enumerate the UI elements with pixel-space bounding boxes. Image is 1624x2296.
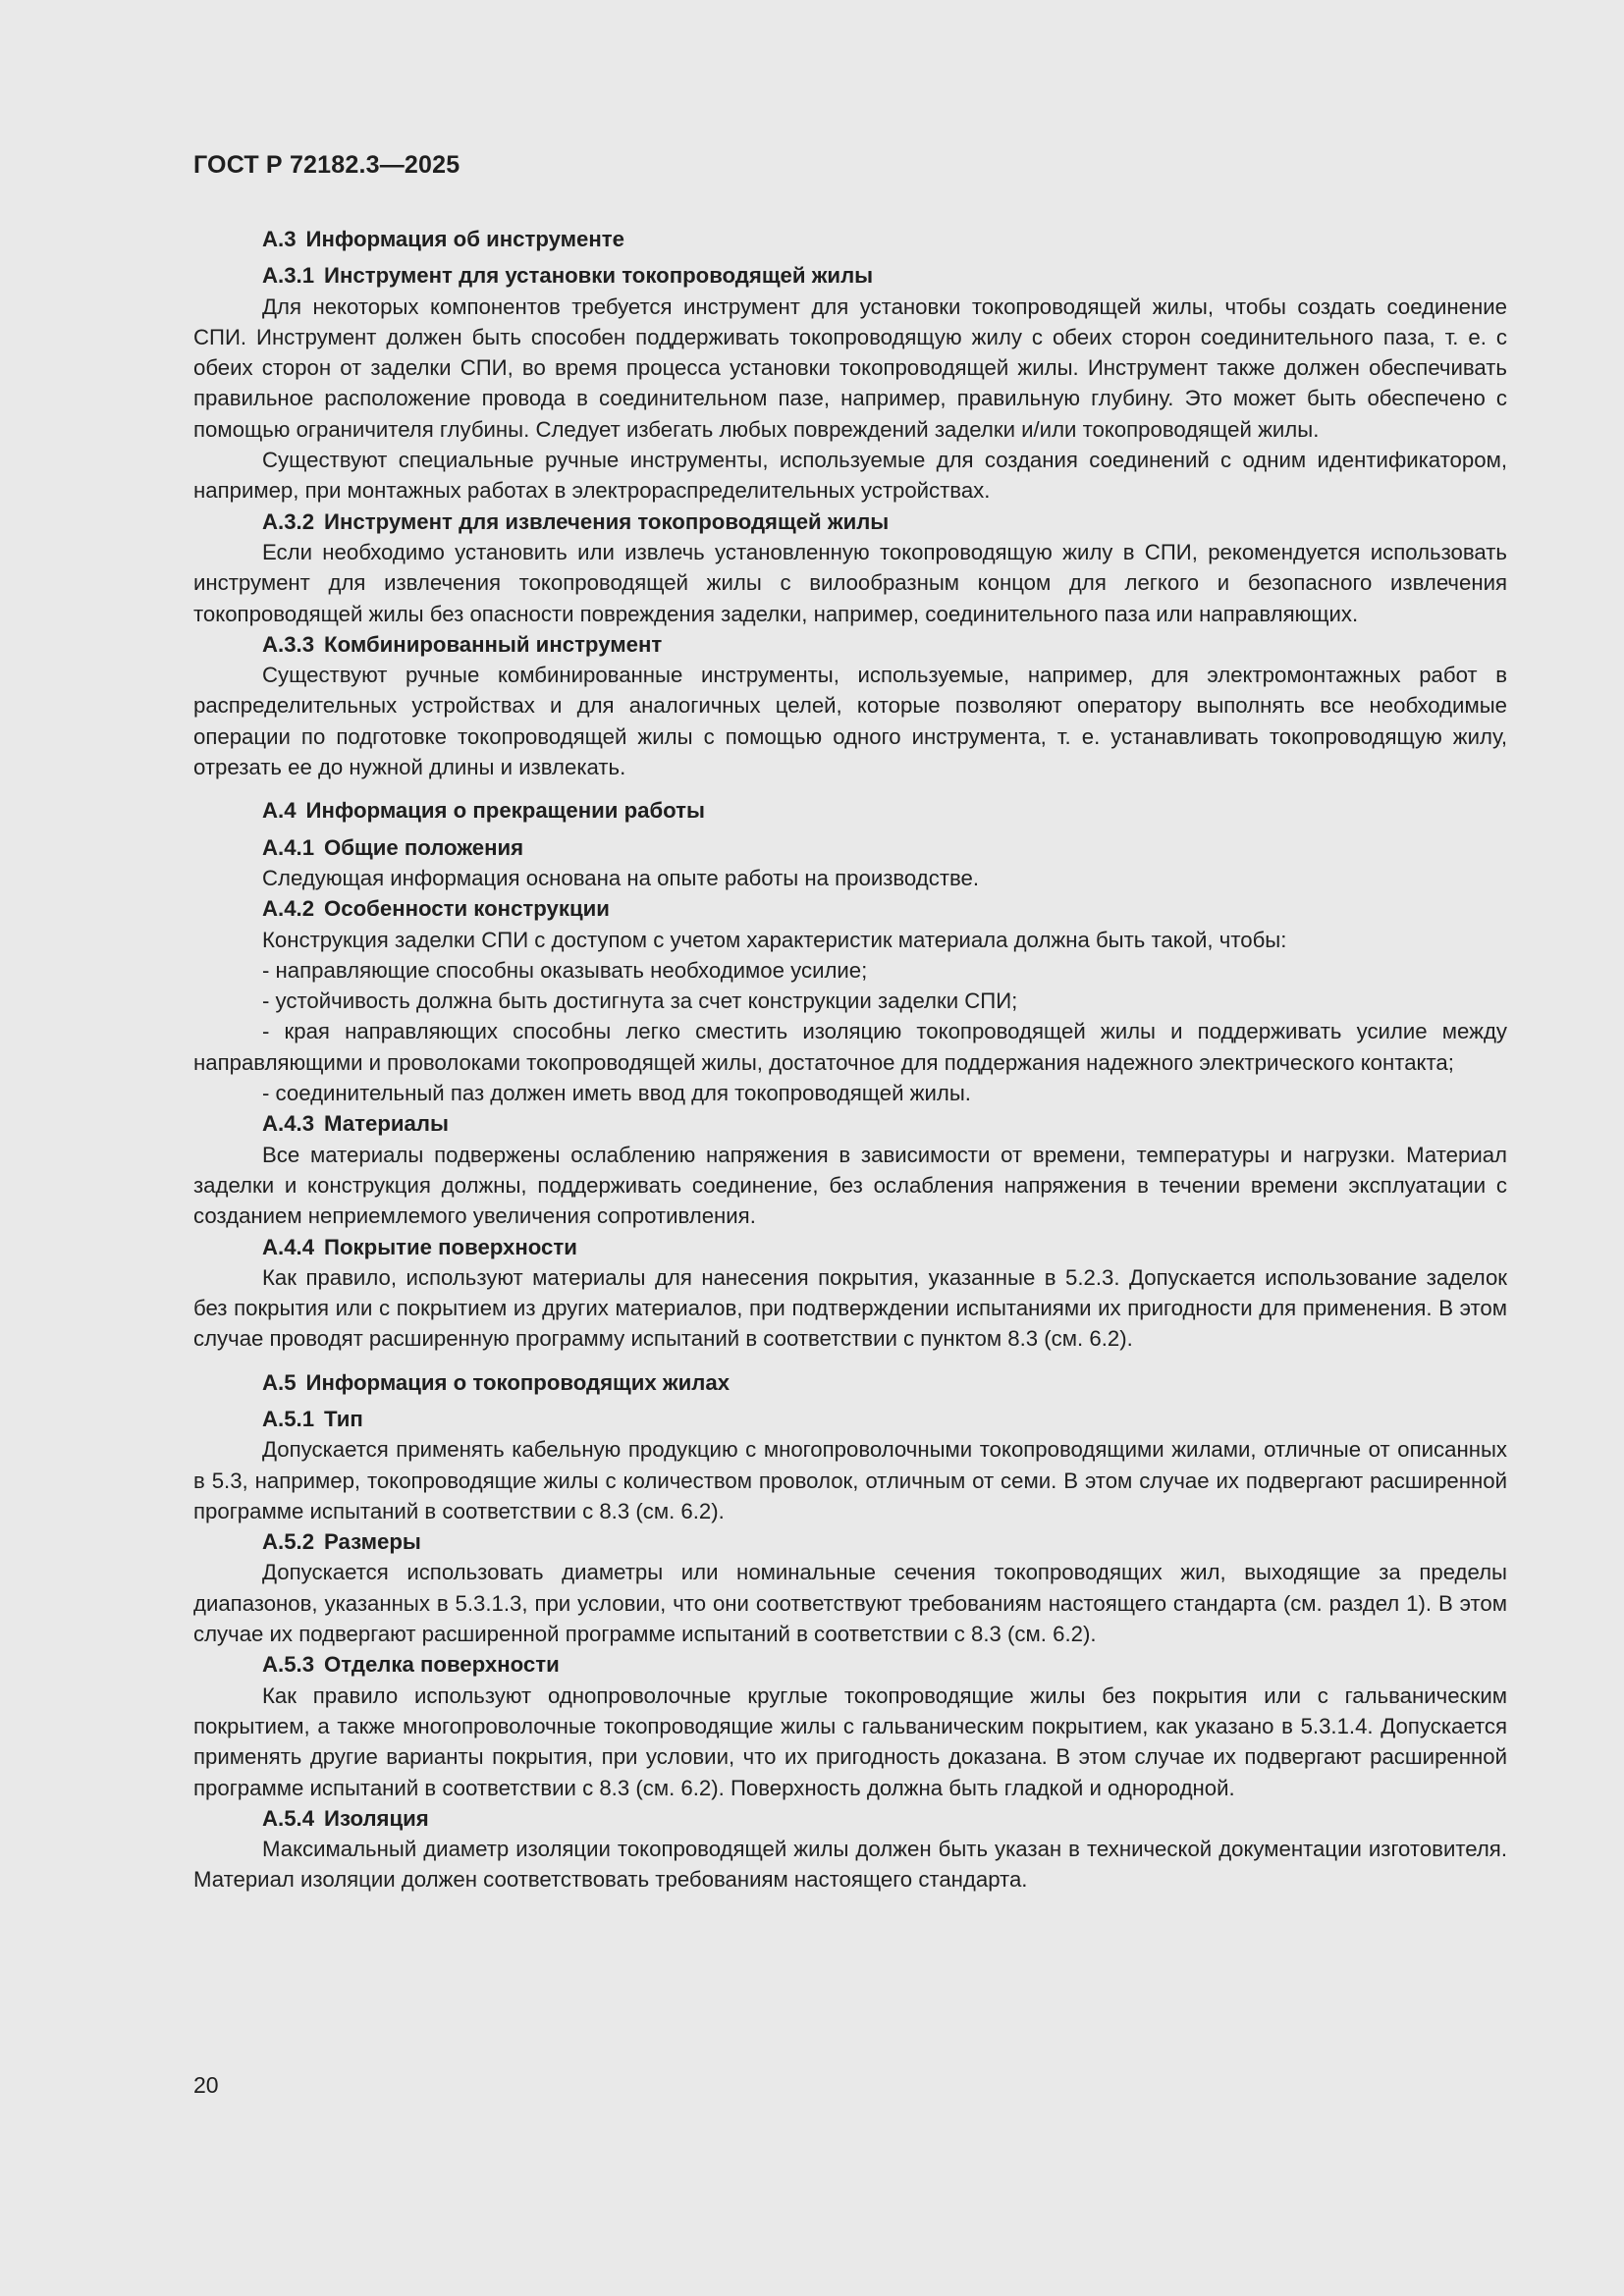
subsection-heading [193,260,1507,291]
subsection-number: A.4.1 [262,834,315,860]
section-title: Информация об инструменте [305,227,625,251]
paragraph: Следующая информация основана на опыте работы на производстве. [262,865,980,890]
paragraph: Максимальный диаметр изоляции токопроводящей жилы должен быть указан в технической документации изготовителя. Материал изоляции должен соответствовать требованиям настоящего стандарта. [193,1837,1507,1893]
subsection-heading [193,832,1507,863]
subsection-heading [193,1232,1507,1262]
subsection-title: Отделка поверхности [324,1652,560,1678]
paragraph: Допускается применять кабельную продукцию с многопроволочными токопроводящими жилами, отличные от описанных в 5.3, например, токопроводящие жилы с количеством проволок, отличным от семи. В этом случае их подвергают расширенной программе испытаний в соответствии с 8.3 (см. 6.2). [193,1437,1507,1523]
subsection-heading [193,1526,1507,1557]
paragraph: - направляющие способны оказывать необходимое усилие; [262,957,868,983]
section-heading [193,1367,1507,1398]
subsection-number: A.5.2 [262,1529,315,1555]
subsection-number: A.4.3 [262,1111,315,1137]
paragraph: Допускается использовать диаметры или номинальные сечения токопроводящих жил, выходящие за пределы диапазонов, указанных в 5.3.1.3, при условии, что они соответствуют требованиям настоящего стандарта (см. раздел 1). В этом случае их подвергают расширенной программе испытаний в соответствии с 8.3 (см. 6.2). [193,1560,1507,1647]
subsection-number: A.5.1 [262,1406,315,1431]
paragraph: - устойчивость должна быть достигнута за счет конструкции заделки СПИ; [262,988,1018,1014]
paragraph: Все материалы подвержены ослаблению напряжения в зависимости от времени, температуры и нагрузки. Материал заделки и конструкция должны, поддерживать соединение, без ослабления напряжения в течении времени эксплуатации с созданием неприемлемого увеличения сопротивления. [193,1142,1507,1229]
subsection-number: A.3.3 [262,631,315,657]
subsection-number: A.4.2 [262,896,315,922]
subsection-heading [193,1649,1507,1680]
subsection-number: A.5.4 [262,1805,315,1831]
paragraph: Как правило, используют материалы для нанесения покрытия, указанные в 5.2.3. Допускается использование заделок без покрытия или с покрытием из других материалов, при подтверждении испытаниями их пригодности для применения. В этом случае проводят расширенную программу испытаний в соответствии с пунктом 8.3 (см. 6.2). [193,1264,1507,1352]
subsection-heading [193,1803,1507,1834]
paragraph: - края направляющих способны легко сместить изоляцию токопроводящей жилы и поддерживать усилие между направляющими и проволоками токопроводящей жилы, достаточное для поддержания надежного электрического контакта; [193,1019,1507,1075]
subsection-title: Инструмент для установки токопроводящей жилы [324,263,874,289]
section-number: A.3 [262,227,297,251]
subsection-title: Комбинированный инструмент [324,631,663,657]
subsection-title: Инструмент для извлечения токопроводящей жилы [324,508,890,534]
paragraph: Если необходимо установить или извлечь установленную токопроводящую жилу в СПИ, рекомендуется использовать инструмент для извлечения токопроводящей жилы с вилообразным концом для легкого и безопасного извлечения токопроводящей жилы без опасности повреждения заделки, например, соединительного паза или направляющих. [193,539,1507,626]
section-title: Информация о прекращении работы [305,798,705,824]
subsection-title: Покрытие поверхности [324,1234,577,1259]
subsection-heading [193,1404,1507,1434]
subsection-title: Изоляция [324,1805,429,1831]
document-body [193,224,1507,1896]
subsection-title: Общие положения [324,834,524,860]
page-number: 20 [193,2072,219,2098]
subsection-number: A.3.1 [262,263,315,289]
paragraph: - соединительный паз должен иметь ввод для токопроводящей жилы. [262,1081,971,1106]
subsection-heading [193,507,1507,537]
subsection-number: A.5.3 [262,1652,315,1678]
subsection-title: Особенности конструкции [324,896,610,922]
paragraph: Существуют ручные комбинированные инструменты, используемые, например, для электромонтажных работ в распределительных устройствах и для аналогичных целей, которые позволяют оператору выполнять все необходимые операции по подготовке токопроводящей жилы с помощью одного инструмента, т. е. устанавливать токопроводящую жилу, отрезать ее до нужной длины и извлекать. [193,663,1507,780]
subsection-title: Размеры [324,1529,421,1555]
paragraph: Для некоторых компонентов требуется инструмент для установки токопроводящей жилы, чтобы создать соединение СПИ. Инструмент должен быть способен поддерживать токопроводящую жилу с обеих сторон соединительного паза, т. е. с обеих сторон от заделки СПИ, во время процесса установки токопроводящей жилы. Инструмент также должен обеспечивать правильное расположение провода в соединительном пазе, например, правильную глубину. Это может быть обеспечено с помощью ограничителя глубины. Следует избегать любых повреждений заделки и/или токопроводящей жилы. [193,294,1507,442]
section-heading [193,224,1507,254]
subsection-heading [193,629,1507,660]
subsection-heading [193,893,1507,924]
section-number: A.5 [262,1369,297,1395]
paragraph: Как правило используют однопроволочные круглые токопроводящие жилы без покрытия или с гальваническим покрытием, а также многопроволочные токопроводящие жилы с гальваническим покрытием, как указано в 5.3.1.4. Допускается применять другие варианты покрытия, при условии, что их пригодность доказана. В этом случае их подвергают расширенной программе испытаний в соответствии с 8.3 (см. 6.2). Поверхность должна быть гладкой и однородной. [193,1682,1507,1800]
paragraph: Существуют специальные ручные инструменты, используемые для создания соединений с одним идентификатором, например, при монтажных работах в электрораспределительных устройствах. [193,448,1507,504]
subsection-number: A.4.4 [262,1234,315,1259]
subsection-title: Тип [324,1406,363,1431]
section-title: Информация о токопроводящих жилах [305,1369,731,1395]
subsection-title: Материалы [324,1111,449,1137]
paragraph: Конструкция заделки СПИ с доступом с учетом характеристик материала должна быть такой, чтобы: [262,927,1287,952]
document-header: ГОСТ Р 72182.3—2025 [193,151,460,179]
subsection-number: A.3.2 [262,508,315,534]
section-heading [193,795,1507,826]
section-number: A.4 [262,798,297,824]
subsection-heading [193,1108,1507,1139]
